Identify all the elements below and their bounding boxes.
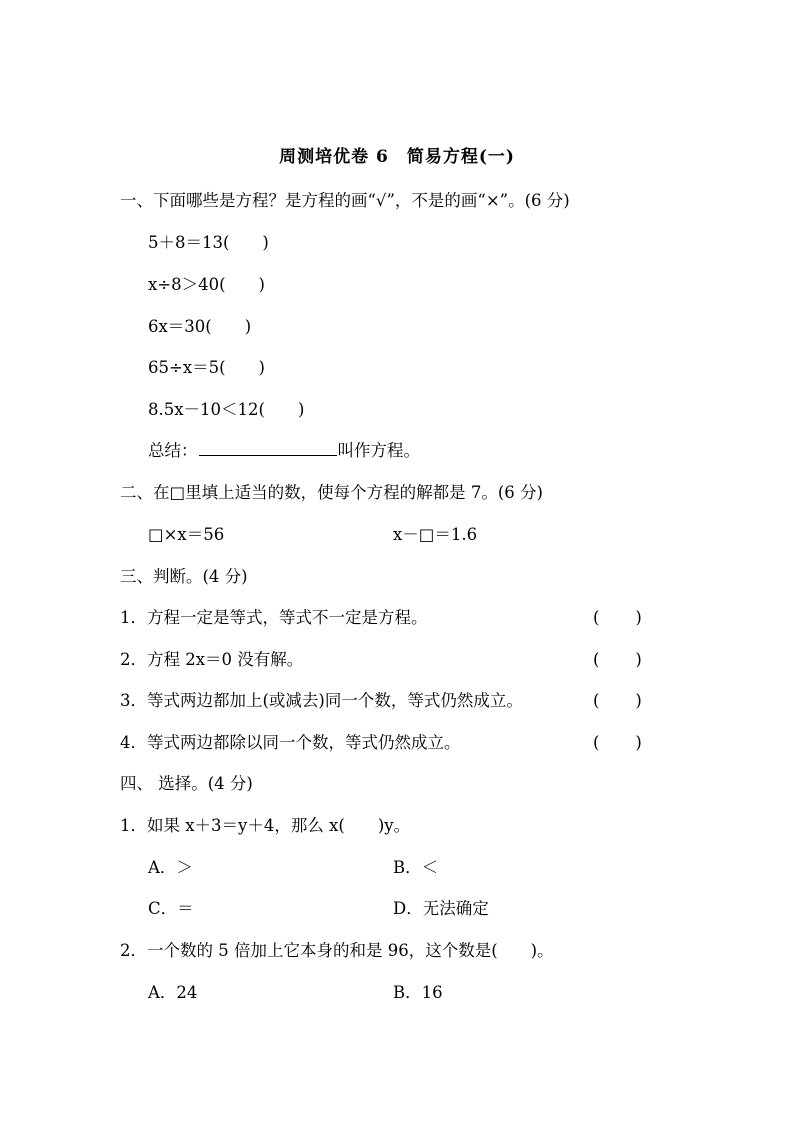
section1-heading: 一、下面哪些是方程？是方程的画“√”，不是的画“×”。(6 分): [120, 191, 570, 210]
judge-item: 2．方程 2x＝0 没有解。: [120, 650, 304, 669]
summary-line: [148, 440, 420, 462]
equation-item: 5＋8＝13( ): [148, 233, 269, 252]
choice-option-a: A．＞: [148, 858, 193, 877]
section4-heading: 四、 选择。(4 分): [120, 774, 253, 793]
judge-paren: ( ): [593, 608, 643, 627]
choice-option-b: B．＜: [393, 858, 439, 877]
choice-question-2: 2．一个数的 5 倍加上它本身的和是 96，这个数是( )。: [120, 941, 554, 960]
judge-paren: ( ): [593, 733, 643, 752]
summary-suffix: 叫作方程。: [337, 441, 420, 460]
section2-heading: 二、在□里填上适当的数，使每个方程的解都是 7。(6 分): [120, 483, 543, 502]
page-title: 周测培优卷 6 简易方程(一): [279, 147, 515, 167]
choice-question-1: 1．如果 x＋3＝y＋4，那么 x( )y。: [120, 816, 411, 835]
judge-item: 1．方程一定是等式，等式不一定是方程。: [120, 608, 428, 627]
choice-option-b: B．16: [393, 983, 443, 1002]
choice-option-a: A．24: [148, 983, 198, 1002]
equation-item: x÷8＞40( ): [148, 275, 265, 294]
choice-option-d: D．无法确定: [393, 899, 489, 918]
equation-item: 65÷x＝5( ): [148, 358, 265, 377]
summary-prefix: 总结：: [148, 441, 198, 460]
judge-item: 4．等式两边都除以同一个数，等式仍然成立。: [120, 733, 461, 752]
fill-equation-left: □×x＝56: [148, 525, 225, 544]
section3-heading: 三、判断。(4 分): [120, 567, 248, 586]
equation-item: 8.5x－10＜12( ): [148, 400, 305, 419]
equation-item: 6x＝30( ): [148, 317, 252, 336]
judge-paren: ( ): [593, 650, 643, 669]
judge-item: 3．等式两边都加上(或减去)同一个数，等式仍然成立。: [120, 691, 523, 710]
fill-equation-right: x－□＝1.6: [393, 525, 478, 544]
choice-option-c: C．＝: [148, 899, 194, 918]
judge-paren: ( ): [593, 691, 643, 710]
summary-blank: [199, 440, 337, 456]
